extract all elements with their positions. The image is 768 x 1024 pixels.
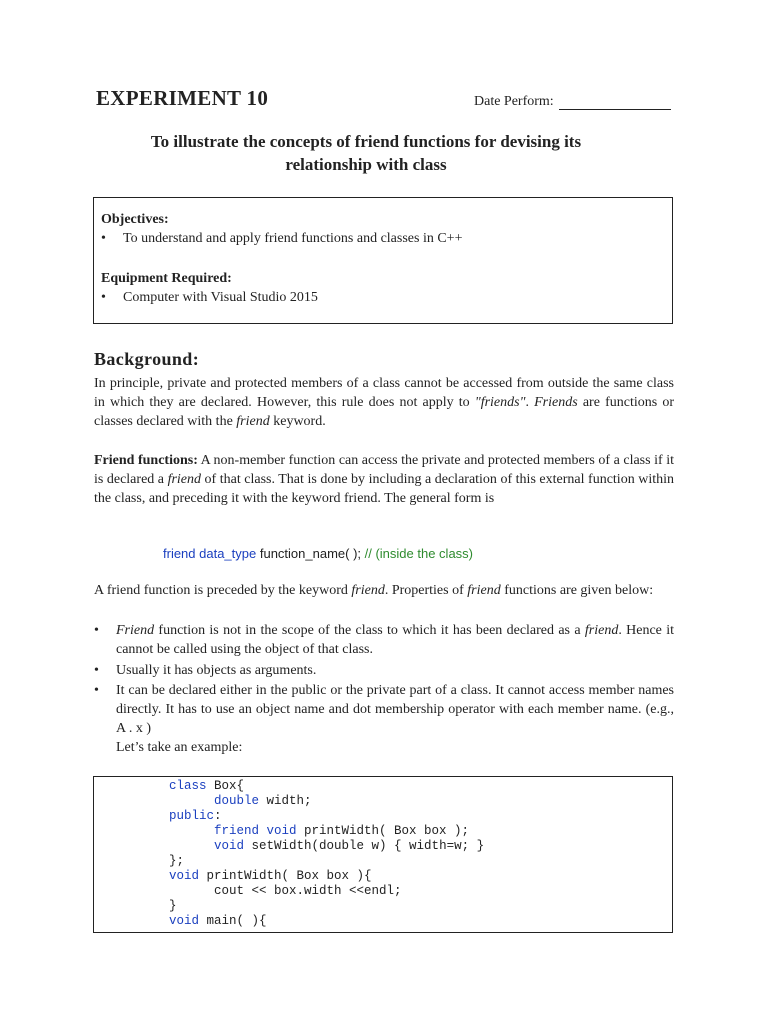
friend-syntax-line: friend data_type function_name( ); // (inside the class) — [163, 546, 474, 561]
page-title — [96, 130, 636, 176]
page-title-line-2: relationship with class — [285, 155, 447, 174]
date-perform-field — [474, 94, 671, 110]
objectives-heading: Objectives: — [101, 212, 169, 227]
code-line: cout << box.width <<endl; — [214, 884, 402, 898]
objectives-box — [93, 197, 673, 324]
code-line: void setWidth(double w) { width=w; } — [214, 839, 485, 853]
code-line: } — [169, 899, 177, 913]
code-line: class Box{ — [169, 779, 245, 793]
code-line: void printWidth( Box box ){ — [169, 869, 372, 883]
code-line: public: — [169, 809, 222, 823]
code-block — [169, 779, 484, 929]
background-heading: Background: — [94, 349, 200, 369]
code-example-box — [93, 776, 673, 933]
list-item: • It can be declared either in the public or the private part of a class. It cannot access member names directly. It has to use an object name and dot membership operator with each member name. (e.g., A . x ) Let’s take an example: — [94, 683, 674, 755]
code-line: }; — [169, 854, 185, 868]
friend-functions-label: Friend functions: — [94, 453, 198, 468]
code-line: friend void printWidth( Box box ); — [214, 824, 470, 838]
code-line: void main( ){ — [169, 914, 267, 928]
background-paragraph-1: In principle, private and protected members of a class cannot be accessed from outside the same class in which they are declared. However, this rule does not apply to "friends". Friends are functions or classes declared with the friend keyword. — [94, 376, 674, 429]
page-title-line-1: To illustrate the concepts of friend functions for devising its — [150, 132, 582, 151]
bullet-icon: • — [101, 231, 106, 246]
bullet-icon: • — [94, 663, 99, 678]
date-perform-label: Date Perform: — [474, 94, 554, 109]
list-item: • Usually it has objects as arguments. — [94, 663, 317, 678]
bullet-icon: • — [94, 623, 99, 638]
bullet-icon: • — [101, 290, 106, 305]
code-line: double width; — [214, 794, 312, 808]
example-intro: Let’s take an example: — [116, 740, 243, 755]
bullet-icon: • — [94, 683, 99, 698]
equipment-item: • Computer with Visual Studio 2015 — [101, 290, 318, 305]
experiment-title: EXPERIMENT 10 — [96, 86, 269, 110]
properties-intro-paragraph: A friend function is preceded by the keyword friend. Properties of friend functions are given below: — [94, 583, 654, 598]
list-item: • Friend function is not in the scope of the class to which it has been declared as a friend. Hence it cannot be called using the object of that class. — [94, 623, 674, 657]
equipment-heading: Equipment Required: — [101, 271, 232, 286]
date-blank-line — [559, 96, 671, 110]
friend-functions-paragraph: Friend functions: A non-member function can access the private and protected members of a class if it is declared a friend of that class. That is done by including a declaration of this external function within the class, and preceding it with the keyword friend. The general form is — [94, 453, 674, 506]
objectives-item: • To understand and apply friend functions and classes in C++ — [101, 231, 463, 246]
